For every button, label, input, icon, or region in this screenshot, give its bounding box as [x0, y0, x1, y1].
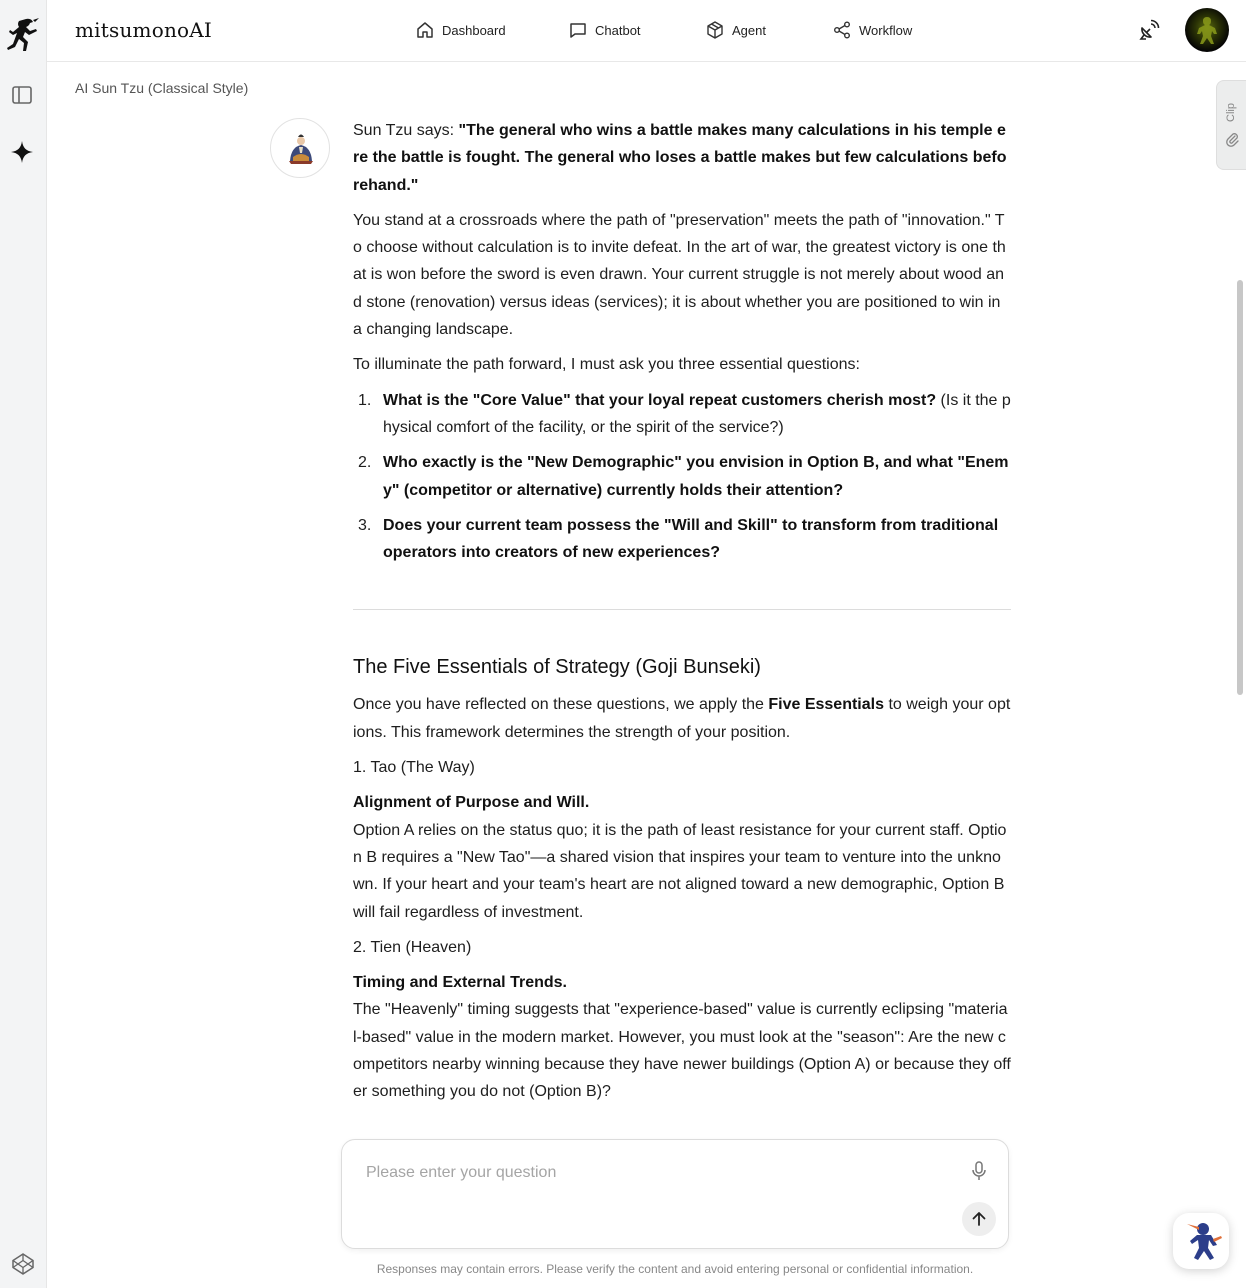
- essential-subtitle: Alignment of Purpose and Will.: [353, 794, 590, 812]
- ninja-logo-icon[interactable]: [6, 16, 40, 54]
- essential-title: 2. Tien (Heaven): [353, 938, 472, 956]
- sparkle-icon[interactable]: [10, 140, 34, 164]
- question-bold: What is the "Core Value" that your loyal repeat customers cherish most?: [383, 391, 937, 409]
- assistant-helper-button[interactable]: [1173, 1213, 1229, 1269]
- nav-chatbot-label: Chatbot: [595, 22, 641, 38]
- brand-name[interactable]: mitsumonoAI: [75, 18, 213, 42]
- list-item: [353, 387, 1011, 442]
- question-bold: Who exactly is the "New Demographic" you envision in Option B, and what "Enemy" (competitor or alternative) currently holds their attention?: [383, 454, 1009, 499]
- essential-body: The "Heavenly" timing suggests that "experience-based" value is currently eclipsing "material-based" value in the modern market. However, you must look at the "season": Are the new competitors nearby winning because they have newer buildings (Option A) or because they offer something you do not (Option B)?: [353, 1001, 1011, 1101]
- composer: [341, 1139, 1009, 1249]
- question-bold: Does your current team possess the "Will and Skill" to transform from traditional operators into creators of new experiences?: [383, 516, 999, 562]
- satellite-dish-icon[interactable]: [1137, 18, 1161, 42]
- codepen-cube-icon[interactable]: [11, 1252, 35, 1276]
- paragraph: To illuminate the path forward, I must ask you three essential questions:: [353, 356, 860, 374]
- left-rail: [0, 0, 47, 1288]
- intro-paragraph: [353, 691, 1011, 746]
- nav-workflow-label: Workflow: [859, 22, 913, 38]
- essential-subtitle: Timing and External Trends.: [353, 974, 567, 992]
- home-icon: [415, 20, 435, 40]
- paragraph: You stand at a crossroads where the path of "preservation" meets the path of "innovation." To choose without calculation is to invite defeat. In the art of war, the greatest victory is one that is won before the sword is even drawn. Your current struggle is not merely about wood and stone (renovation) versus ideas (services); it is about whether you are positioned to win in a changing landscape.: [353, 211, 1006, 339]
- essential-title: 1. Tao (The Way): [353, 759, 475, 777]
- question-rest: (Is it the physical comfort of the facility, or the spirit of the service?): [383, 391, 1011, 436]
- share-nodes-icon: [832, 20, 852, 40]
- scrollbar-thumb[interactable]: [1237, 280, 1243, 695]
- list-number: 1.: [358, 391, 372, 409]
- divider: [353, 609, 1011, 610]
- chat-bubble-icon: [568, 20, 588, 40]
- quote-prefix: Sun Tzu says:: [353, 122, 459, 139]
- nav-dashboard[interactable]: [415, 18, 506, 42]
- microphone-icon[interactable]: [968, 1160, 990, 1182]
- list-number: 3.: [358, 516, 372, 534]
- nav-agent-label: Agent: [732, 22, 766, 38]
- intro-after: to weigh your options. This framework determines the strength of your position.: [353, 696, 1011, 741]
- paperclip-icon: [1224, 131, 1240, 147]
- section-heading: The Five Essentials of Strategy (Goji Bunseki): [353, 656, 761, 679]
- essential-body: Option A relies on the status quo; it is the path of least resistance for your current staff. Option B requires a "New Tao"—a shared vision that inspires your team to venture into the unknown. If your heart and your team's heart are not aligned toward a new demographic, Option B will fail regardless of investment.: [353, 821, 1007, 921]
- top-bar: [47, 0, 1246, 62]
- sidebar-toggle-icon[interactable]: [11, 84, 33, 106]
- nav-agent[interactable]: [705, 18, 785, 42]
- intro-before: Once you have reflected on these questions, we apply the: [353, 696, 769, 714]
- list-number: 2.: [358, 454, 372, 472]
- list-item: [353, 449, 1011, 504]
- question-input[interactable]: [366, 1160, 926, 1186]
- user-avatar[interactable]: [1185, 8, 1229, 52]
- quote-paragraph: [353, 117, 1011, 199]
- nav-dashboard-label: Dashboard: [442, 22, 506, 38]
- ninja-mascot-icon: [1173, 1213, 1229, 1269]
- arrow-up-icon: [969, 1209, 989, 1229]
- disclaimer-text: Responses may contain errors. Please verify the content and avoid entering personal or confidential information.: [376, 1262, 974, 1276]
- intro-bold: Five Essentials: [768, 696, 884, 714]
- sun-tzu-avatar: [270, 118, 330, 178]
- list-item: [353, 512, 1011, 567]
- questions-list: [353, 387, 1011, 567]
- essential-block: [353, 969, 1011, 1105]
- nav-chatbot[interactable]: [568, 18, 658, 42]
- nav-workflow[interactable]: [832, 18, 932, 42]
- send-button[interactable]: [962, 1202, 996, 1236]
- clip-tab[interactable]: [1216, 80, 1246, 170]
- quote-text: "The general who wins a battle makes many calculations in his temple ere the battle is fought. The general who loses a battle makes but few calculations beforehand.": [353, 122, 1007, 194]
- essential-block: [353, 789, 1011, 925]
- clip-label: Clip: [1225, 103, 1237, 122]
- cube-icon: [705, 20, 725, 40]
- conversation-title: AI Sun Tzu (Classical Style): [75, 80, 249, 96]
- assistant-message: [353, 117, 1011, 1114]
